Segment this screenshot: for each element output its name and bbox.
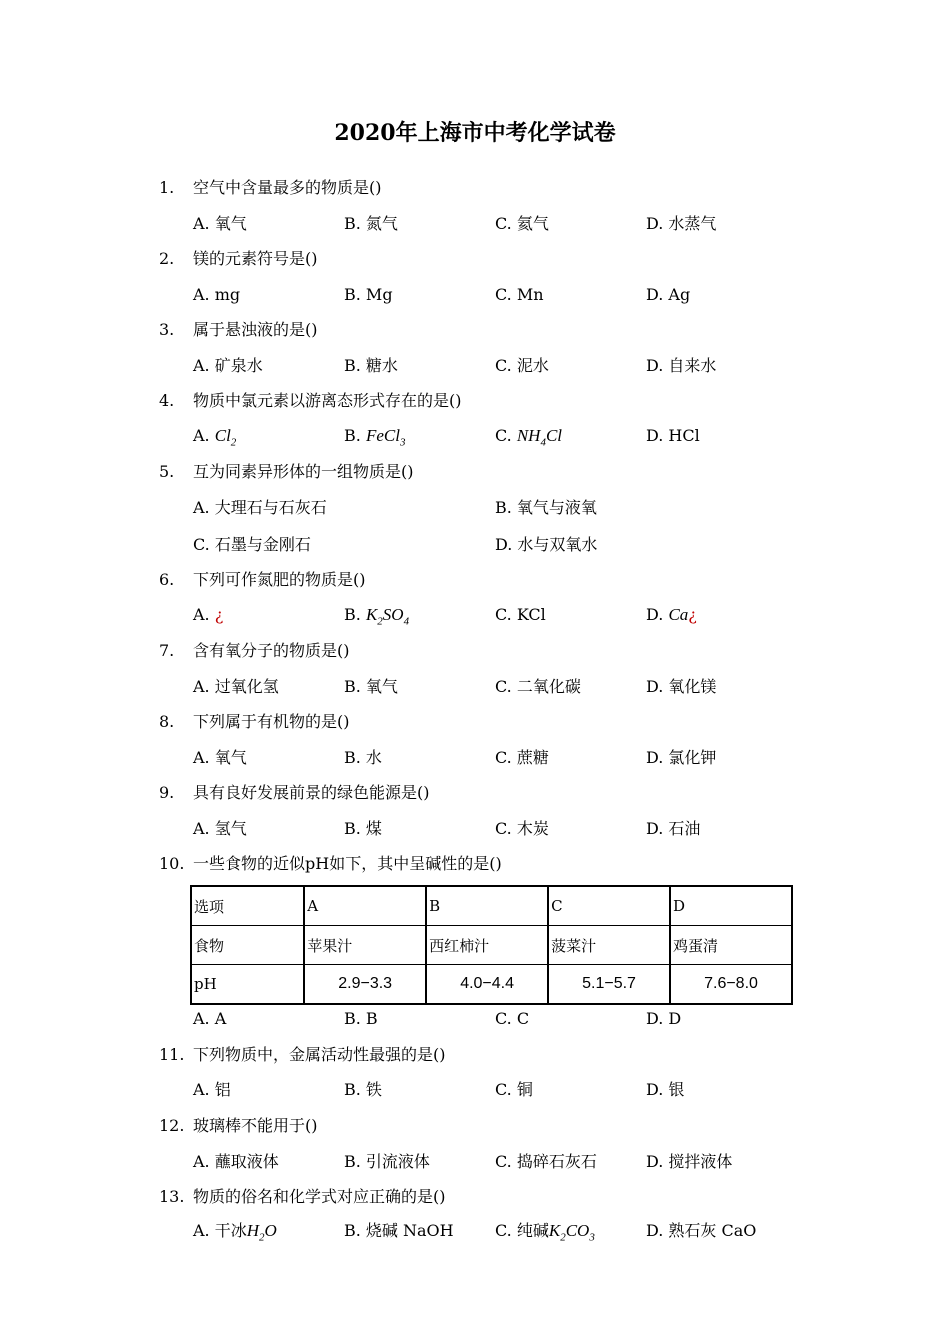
option-c: C. KCl (495, 605, 546, 624)
question-number: 3. (159, 320, 175, 339)
formula-k2co3: $K_2CO_3$ (548, 1221, 595, 1244)
question-6 (159, 570, 366, 590)
option-c: C. Mn (495, 285, 544, 304)
question-text: 具有良好发展前景的绿色能源是() (193, 783, 430, 802)
question-number: 6. (159, 570, 175, 589)
option-d: D. 水蒸气 (646, 214, 717, 233)
formula-nh4cl: $NH_4Cl$ (516, 426, 563, 449)
formula-cl2: $Cl_2$ (214, 426, 237, 449)
option-b: B. 引流液体 (344, 1152, 430, 1171)
table-cell: 4.0−4.4 (426, 965, 548, 1005)
question-text: 属于悬浊液的是() (193, 320, 318, 339)
table-cell: 西红柿汁 (426, 926, 548, 965)
option-d: D. 搅拌液体 (646, 1152, 733, 1171)
table-cell: 鸡蛋清 (670, 926, 792, 965)
table-row (191, 926, 792, 965)
question-text: 镁的元素符号是() (193, 249, 318, 268)
question-12 (159, 1116, 318, 1136)
option-c: C. 泥水 (495, 356, 549, 375)
question-text: 下列物质中，金属活动性最强的是() (193, 1045, 446, 1064)
garbled-glyph: ¿ (214, 605, 224, 624)
question-text: 下列可作氮肥的物质是() (193, 570, 366, 589)
question-number: 4. (159, 391, 175, 410)
question-text: 互为同素异形体的一组物质是() (193, 462, 414, 481)
option-a: A. 大理石与石灰石 (193, 498, 327, 517)
question-number: 13. (159, 1187, 185, 1206)
option-b: B. 烧碱 NaOH (344, 1221, 454, 1240)
option-c: C. C (495, 1009, 530, 1028)
page-title: 2020年上海市中考化学试卷 (334, 120, 616, 146)
option-c: C. $NH_4Cl$ (495, 426, 563, 449)
question-7 (159, 641, 350, 661)
table-cell: 5.1−5.7 (548, 965, 670, 1005)
question-number: 5. (159, 462, 175, 481)
table-row (191, 886, 792, 926)
question-number: 10. (159, 854, 185, 873)
option-b: B. 煤 (344, 819, 382, 838)
question-text: 物质的俗名和化学式对应正确的是() (193, 1187, 446, 1206)
option-a: A. ¿ (193, 605, 224, 624)
option-a: A. A (193, 1009, 227, 1028)
question-number: 2. (159, 249, 175, 268)
option-a: A. 干冰$H_2O$ (193, 1221, 277, 1244)
table-cell: 7.6−8.0 (670, 965, 792, 1005)
option-d: D. HCl (646, 426, 700, 445)
option-d: D. 自来水 (646, 356, 717, 375)
option-a: A. mg (193, 285, 241, 304)
formula-k2so4: $K_2SO_4$ (365, 605, 410, 628)
formula-fecl3: FeCl$_3$ (365, 426, 406, 449)
question-10 (159, 854, 502, 874)
question-text: 玻璃棒不能用于() (193, 1116, 318, 1135)
option-a: A. $Cl_2$ (193, 426, 237, 449)
question-1 (159, 178, 382, 198)
question-number: 12. (159, 1116, 185, 1135)
option-b: B. Mg (344, 285, 393, 304)
table-cell: A (304, 886, 426, 926)
table-cell: pH (191, 965, 304, 1005)
question-text: 物质中氯元素以游离态形式存在的是() (193, 391, 462, 410)
question-2 (159, 249, 318, 269)
question-3 (159, 320, 318, 340)
option-d: D. 熟石灰 CaO (646, 1221, 757, 1240)
question-number: 1. (159, 178, 175, 197)
question-9 (159, 783, 430, 803)
table-cell: 苹果汁 (304, 926, 426, 965)
option-a: A. 矿泉水 (193, 356, 263, 375)
ph-table (190, 885, 793, 1005)
option-c: C. 蔗糖 (495, 748, 549, 767)
option-b: B. 水 (344, 748, 382, 767)
option-c: C. 捣碎石灰石 (495, 1152, 597, 1171)
table-cell: B (426, 886, 548, 926)
option-b: B. $K_2SO_4$ (344, 605, 410, 628)
option-d: D. 水与双氧水 (495, 535, 598, 554)
option-b: B. B (344, 1009, 378, 1028)
question-13 (159, 1187, 446, 1207)
option-d: D. Ca¿ (646, 605, 697, 624)
table-cell: 2.9−3.3 (304, 965, 426, 1005)
option-b: B. 氮气 (344, 214, 398, 233)
table-cell: 食物 (191, 926, 304, 965)
option-c: C. 二氧化碳 (495, 677, 581, 696)
formula-h2o: $H_2O$ (246, 1221, 277, 1244)
option-d: D. 石油 (646, 819, 701, 838)
option-c: C. 木炭 (495, 819, 549, 838)
option-c: C. 铜 (495, 1080, 533, 1099)
option-b: B. 铁 (344, 1080, 382, 1099)
option-b: B. 氧气 (344, 677, 398, 696)
table-cell: 选项 (191, 886, 304, 926)
option-d: D. 氯化钾 (646, 748, 717, 767)
table-cell: 菠菜汁 (548, 926, 670, 965)
option-b: B. FeCl$_3$ (344, 426, 406, 449)
garbled-glyph: ¿ (688, 605, 697, 624)
table-cell: C (548, 886, 670, 926)
question-number: 8. (159, 712, 175, 731)
question-text: 下列属于有机物的是() (193, 712, 350, 731)
question-text: 空气中含量最多的物质是() (193, 178, 382, 197)
option-a: A. 氧气 (193, 748, 247, 767)
option-d: D. Ag (646, 285, 691, 304)
question-number: 11. (159, 1045, 185, 1064)
table-row (191, 965, 792, 1005)
question-text: 一些食物的近似pH如下，其中呈碱性的是() (193, 854, 502, 873)
option-a: A. 过氧化氢 (193, 677, 279, 696)
table-cell: D (670, 886, 792, 926)
option-a: A. 铝 (193, 1080, 231, 1099)
question-8 (159, 712, 350, 732)
question-4 (159, 391, 462, 411)
option-c: C. 石墨与金刚石 (193, 535, 311, 554)
option-b: B. 氧气与液氧 (495, 498, 597, 517)
option-c: C. 氦气 (495, 214, 549, 233)
option-d: D. 氧化镁 (646, 677, 717, 696)
option-c: C. 纯碱$K_2CO_3$ (495, 1221, 595, 1244)
option-a: A. 氧气 (193, 214, 247, 233)
question-number: 9. (159, 783, 175, 802)
question-5 (159, 462, 414, 482)
option-b: B. 糖水 (344, 356, 398, 375)
question-number: 7. (159, 641, 175, 660)
question-11 (159, 1045, 446, 1065)
option-d: D. D (646, 1009, 682, 1028)
option-a: A. 氢气 (193, 819, 247, 838)
option-d: D. 银 (646, 1080, 685, 1099)
option-a: A. 蘸取液体 (193, 1152, 279, 1171)
question-text: 含有氧分子的物质是() (193, 641, 350, 660)
